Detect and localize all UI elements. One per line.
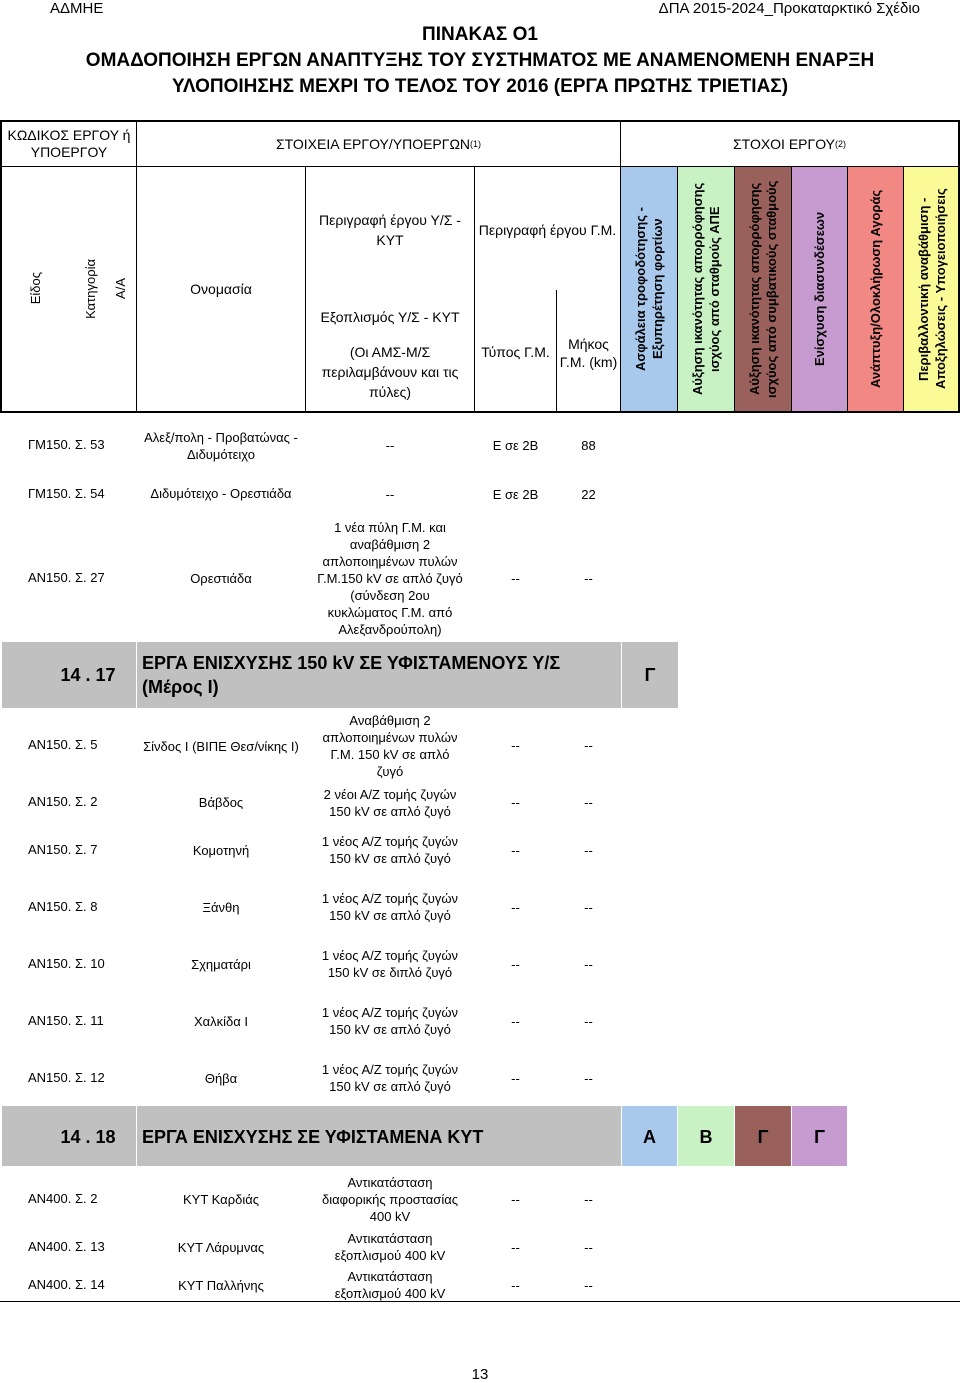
page-number: 13 [471,1366,489,1383]
row-line-length: -- [584,1239,593,1255]
row-code: ΓΜ150. Σ. 53 [28,437,105,452]
details-group-footnote: (1) [470,139,482,149]
row-line-type: -- [511,842,520,858]
row-name: Βάβδος [198,794,244,810]
col-ss-note: (Οι ΑΜΣ-Μ/Σ περιλαμβάνουν και τις πύλες) [321,344,459,400]
row-code: ΑΝ400. Σ. 14 [28,1277,105,1292]
row-line-length: -- [584,1013,593,1029]
row-equip: 1 νέος Α/Ζ τομής ζυγών 150 kV σε διπλό ζυγό [321,948,459,980]
goal-label-4: Ενίσχυση διασυνδέσεων [811,211,827,366]
row-code: ΑΝ150. Σ. 8 [28,899,98,914]
goal-col-6 [903,168,960,409]
group-goal: Γ [757,1126,769,1147]
header-code-group: ΚΩΔΙΚΟΣ ΕΡΓΟΥ ή ΥΠΟΕΡΓΟΥ [7,127,131,160]
row-code: ΑΝ150. Σ. 11 [28,1013,104,1028]
row-name: Κομοτηνή [192,842,250,858]
row-name: Ξάνθη [202,899,240,915]
col-line-desc: Περιγραφή έργου Γ.Μ. [478,222,617,238]
col-ss-desc: Περιγραφή έργου Υ/Σ - ΚΥΤ [319,212,461,248]
row-line-length: -- [584,842,593,858]
row-line-type: -- [511,1277,520,1293]
row-name: Διδυμότειχο - Ορεστιάδα [150,486,292,501]
row-name: Αλεξ/πολη - Προβατώνας - Διδυμότειχο [144,430,298,462]
row-code: ΑΝ150. Σ. 2 [28,794,98,809]
goal-label-2: Αύξηση ικανότητας απορρόφησης ισχύος από σταθμούς ΑΠΕ [689,182,722,395]
row-line-type: -- [511,570,520,586]
row-equip: -- [385,486,395,502]
goal-label-5: Ανάπτυξη/Ολοκλήρωση Αγοράς [867,189,883,388]
row-line-type: -- [511,1070,520,1086]
row-equip: Αντικατάσταση εξοπλισμού 400 kV [334,1231,446,1263]
group-goal: Α [643,1126,656,1147]
row-line-length: -- [584,899,593,915]
header-details-group [137,122,620,166]
col-type [20,166,50,411]
row-name: Ορεστιάδα [190,570,252,586]
rule [0,1301,960,1302]
col-ss-equip: Εξοπλισμός Υ/Σ - ΚΥΤ [320,308,460,325]
row-code: ΑΝ400. Σ. 2 [28,1191,98,1206]
row-line-type: -- [511,899,520,915]
goal-label-6: Περιβαλλοντική αναβάθμιση - Αποξηλώσεις - Υπογειοποιήσεις [915,188,948,389]
goal-col-2 [677,168,734,409]
row-line-type: Ε σε 2Β [492,486,539,502]
row-code: ΑΝ150. Σ. 12 [28,1070,105,1085]
row-equip: -- [385,437,395,453]
row-line-type: -- [511,794,520,810]
row-line-length: 88 [581,437,596,453]
row-name: ΚΥΤ Παλλήνης [178,1277,264,1293]
row-equip: 2 νέοι Α/Ζ τομής ζυγών 150 kV σε απλό ζυγό [323,787,457,819]
row-equip: 1 νέος Α/Ζ τομής ζυγών 150 kV σε απλό ζυγό [321,1005,459,1037]
row-code: ΑΝ400. Σ. 13 [28,1239,105,1254]
row-name: Θήβα [204,1070,238,1086]
row-equip: 1 νέος Α/Ζ τομής ζυγών 150 kV σε απλό ζυγό [321,1062,459,1094]
col-aa [105,166,135,411]
col-aa-label: Α/Α [112,278,128,299]
row-code: ΑΝ150. Σ. 7 [28,842,98,857]
row-name: Σχηματάρι [191,956,251,972]
details-group-label: ΣΤΟΙΧΕΙΑ ΕΡΓΟΥ/ΥΠΟΕΡΓΩΝ [275,136,471,152]
goal-col-1 [620,168,677,409]
row-line-length: -- [584,1070,593,1086]
row-equip: Αντικατάσταση διαφορικής προστασίας 400 kV [322,1174,458,1224]
col-category [75,166,105,411]
title-line-2: ΟΜΑΔΟΠΟΙΗΣΗ ΕΡΓΩΝ ΑΝΑΠΤΥΞΗΣ ΤΟΥ ΣΥΣΤΗΜΑΤΟΣ ΜΕ ΑΝΑΜΕΝΟΜΕΝΗ ΕΝΑΡΞΗ [85,50,875,71]
row-line-length: -- [584,737,593,753]
header-left: ΑΔΜΗΕ [50,0,104,17]
col-line-type: Τύπος Γ.Μ. [481,343,550,360]
goal-col-5 [847,168,903,409]
goal-label-3: Αύξηση ικανότητας απορρόφησης ισχύος από συμβατικούς σταθμούς [746,179,779,398]
row-equip: 1 νέος Α/Ζ τομής ζυγών 150 kV σε απλό ζυγό [321,891,459,923]
table-title: ΠΙΝΑΚΑΣ Ο1 [422,24,538,45]
row-equip: 1 νέος Α/Ζ τομής ζυγών 150 kV σε απλό ζυγό [321,834,459,866]
row-line-type: Ε σε 2Β [492,437,539,453]
row-line-length: -- [584,1191,593,1207]
group-title: ΕΡΓΑ ΕΝΙΣΧΥΣΗΣ ΣΕ ΥΦΙΣΤΑΜΕΝΑ ΚΥΤ [142,1127,484,1147]
col-type-label: Είδος [27,272,43,305]
row-name: Σίνδος Ι (ΒΙΠΕ Θεσ/νίκης Ι) [143,738,299,754]
rule [0,411,960,413]
row-equip: Αντικατάσταση εξοπλισμού 400 kV [334,1269,446,1301]
row-equip: 1 νέα πύλη Γ.Μ. και αναβάθμιση 2 απλοποιημένων πυλών Γ.Μ.150 kV σε απλό ζυγό (σύνδεση 2ου κυκλώματος Γ.Μ. από Αλεξανδρούπολη) [317,519,463,637]
group-goal: Β [699,1126,713,1147]
row-line-length: -- [584,794,593,810]
row-equip: Αναβάθμιση 2 απλοποιημένων πυλών Γ.Μ. 150 kV σε απλό ζυγό [322,713,458,779]
rule [305,166,306,411]
row-line-type: -- [511,956,520,972]
goals-group-label: ΣΤΟΧΟΙ ΕΡΓΟΥ [732,136,835,152]
row-line-length: -- [584,956,593,972]
goal-col-3 [734,168,791,409]
group-code: 14 . 17 [60,664,116,685]
group-code: 14 . 18 [60,1126,116,1147]
rule [474,166,475,411]
row-line-length: 22 [581,486,596,502]
row-code: ΑΝ150. Σ. 5 [28,737,98,752]
title-line-3: ΥΛΟΠΟΙΗΣΗΣ ΜΕΧΡΙ ΤΟ ΤΕΛΟΣ ΤΟΥ 2016 (ΕΡΓΑ ΠΡΩΤΗΣ ΤΡΙΕΤΙΑΣ) [171,76,789,97]
row-line-type: -- [511,1013,520,1029]
goals-group-footnote: (2) [835,139,846,149]
header-right: ΔΠΑ 2015-2024_Προκαταρκτικό Σχέδιο [658,0,920,17]
row-name: ΚΥΤ Λάρυμνας [177,1239,265,1255]
header-goals-group [621,122,958,166]
row-line-length: -- [584,1277,593,1293]
row-line-type: -- [511,737,520,753]
row-name: Χαλκίδα Ι [193,1013,249,1029]
row-name: ΚΥΤ Καρδιάς [183,1191,259,1207]
group-title: ΕΡΓΑ ΕΝΙΣΧΥΣΗΣ 150 kV ΣΕ ΥΦΙΣΤΑΜΕΝΟΥΣ Υ/Σ (Μέρος Ι) [142,653,561,697]
col-name: Ονομασία [190,280,252,297]
goal-label-1: Ασφάλεια τροφοδότησης - Εξυπηρέτηση φορτίων [632,206,665,371]
goal-col-4 [791,168,847,409]
row-line-length: -- [584,570,593,586]
row-code: ΑΝ150. Σ. 10 [28,956,105,971]
row-line-type: -- [511,1239,520,1255]
row-line-type: -- [511,1191,520,1207]
group-goal: Γ [814,1126,825,1147]
col-category-label: Κατηγορία [82,258,98,319]
row-code: ΑΝ150. Σ. 27 [28,570,105,585]
row-code: ΓΜ150. Σ. 54 [28,486,105,501]
group-goal: Γ [644,664,656,685]
col-line-len: Μήκος Γ.Μ. (km) [559,336,618,370]
